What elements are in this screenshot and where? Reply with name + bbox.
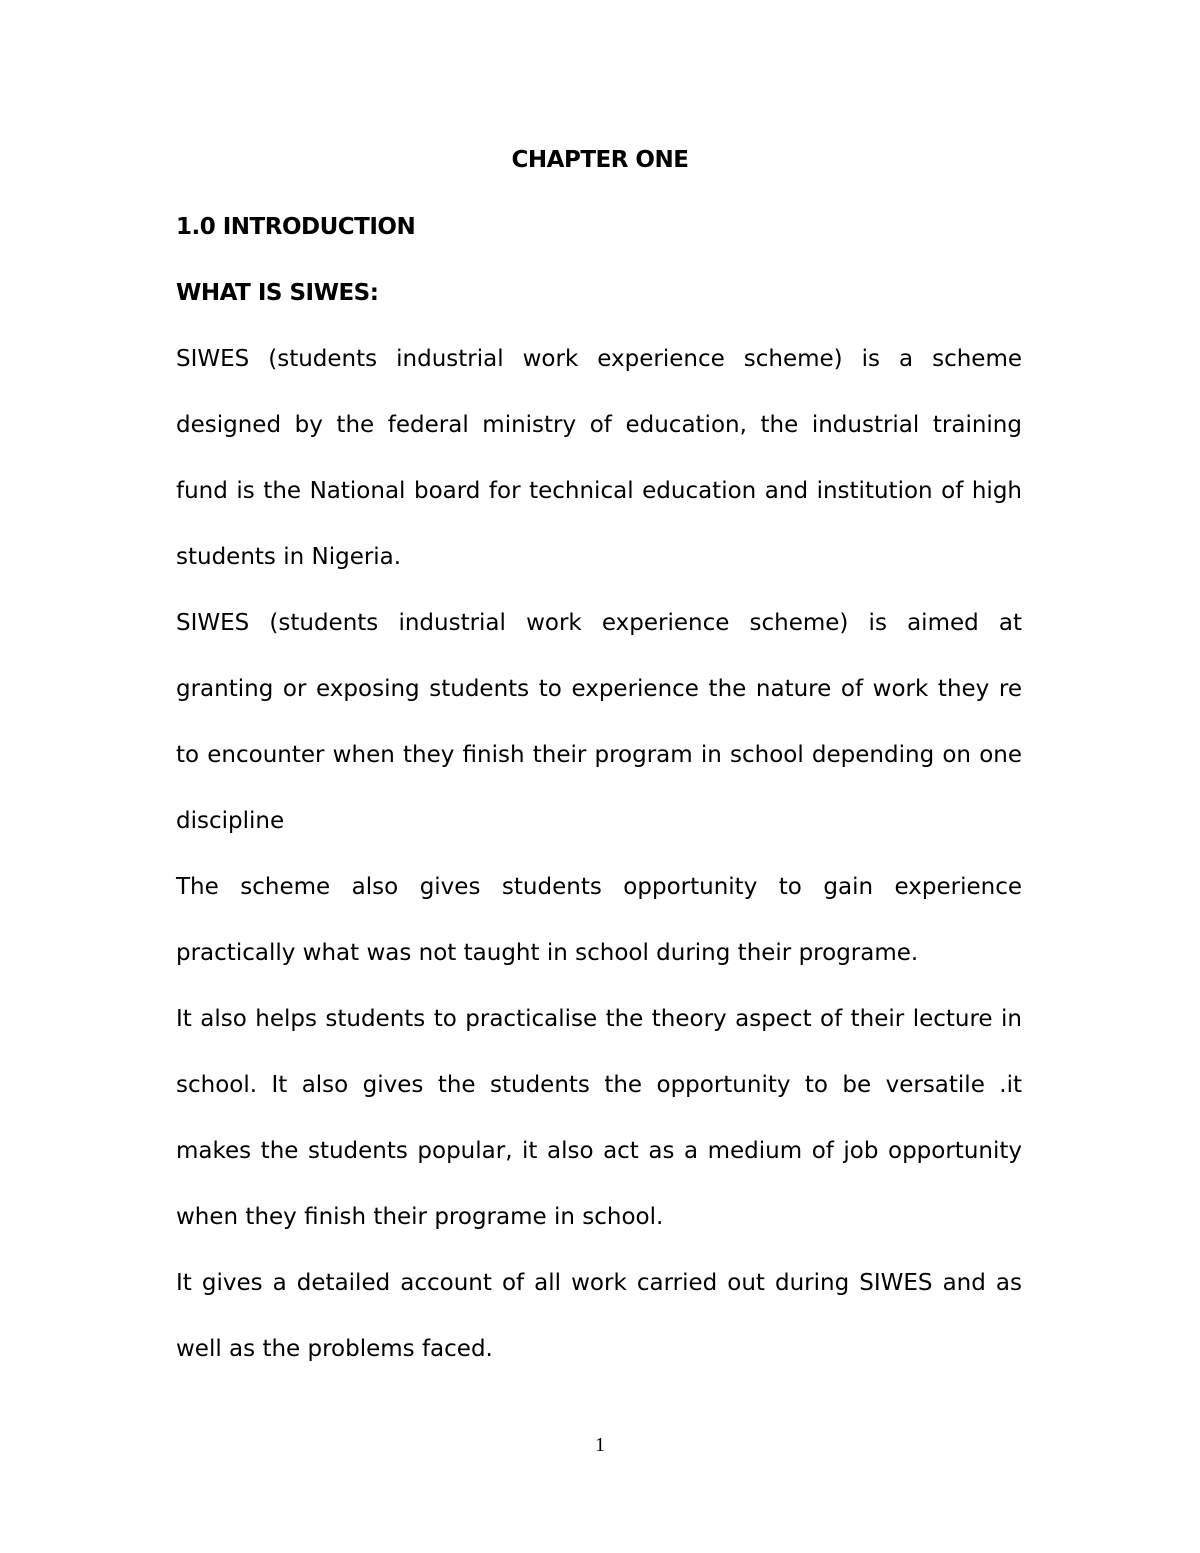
- paragraph-5: It gives a detailed account of all work carried out during SIWES and as well as the problems faced.: [176, 1270, 1022, 1362]
- paragraph-1: SIWES (students industrial work experience scheme) is a scheme designed by the federal ministry of education, the industrial training fund is the National board for technical education and institution of high students in Nigeria.: [176, 346, 1022, 570]
- body-text: [176, 326, 1022, 1382]
- page-number: 1: [595, 1434, 605, 1456]
- paragraph-3: The scheme also gives students opportunity to gain experience practically what was not taught in school during their programe.: [176, 874, 1022, 966]
- paragraph-4: It also helps students to practicalise the theory aspect of their lecture in school. It also gives the students the opportunity to be versatile .it makes the students popular, it also act as a medium of job opportunity when they finish their programe in school.: [176, 1006, 1022, 1230]
- sub-heading: WHAT IS SIWES:: [176, 280, 379, 306]
- section-heading: 1.0 INTRODUCTION: [176, 214, 416, 240]
- chapter-title: CHAPTER ONE: [511, 147, 689, 173]
- paragraph-2: SIWES (students industrial work experience scheme) is aimed at granting or exposing students to experience the nature of work they re to encounter when they finish their program in school depending on one discipline: [176, 610, 1022, 834]
